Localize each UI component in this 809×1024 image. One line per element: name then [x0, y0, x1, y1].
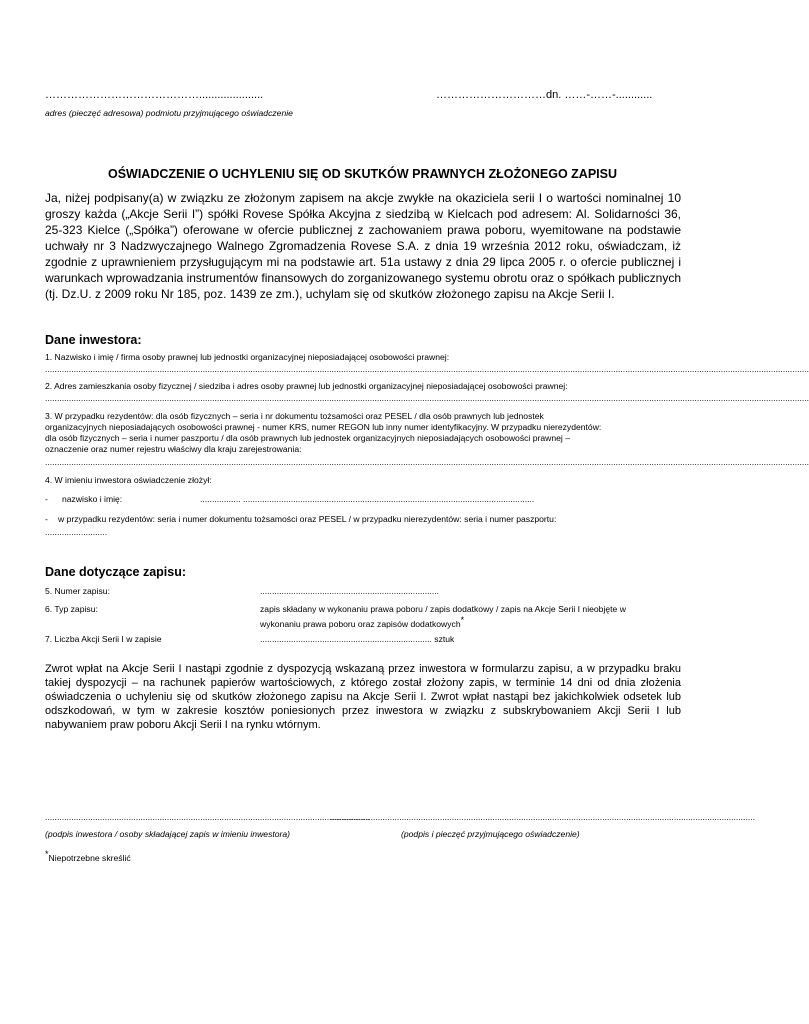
subscription-type-label: 6. Typ zapisu:: [45, 604, 98, 614]
footnote: [45, 849, 131, 864]
investor-field-id-blank[interactable]: ................................................................................................................................................................................................................................................................................................................................: [45, 457, 809, 467]
receiver-signature-caption: (podpis i pieczęć przyjmującego oświadczenie): [401, 829, 580, 839]
subscription-section-heading: Dane dotyczące zapisu:: [45, 565, 187, 579]
subscription-type-options-text: wykonaniu prawa poboru oraz zapisów dodatkowych: [260, 618, 461, 629]
representative-id-blank[interactable]: ..........................: [45, 527, 108, 537]
representative-name-blank[interactable]: ................. ..........................................................................................................................: [200, 494, 535, 504]
subscription-type-options-line1[interactable]: zapis składany w wykonaniu prawa poboru / zapis dodatkowy / zapis na Akcje Serii I nieobjęte w: [260, 604, 626, 614]
footnote-asterisk: *: [45, 849, 49, 859]
representative-id-dash: -: [45, 514, 48, 524]
footnote-asterisk-marker: *: [460, 615, 465, 625]
investor-field-id-label-line4: oznaczenie oraz numer rejestru właściwy dla kraju zarejestrowania:: [45, 444, 302, 454]
investor-field-name-blank[interactable]: ................................................................................................................................................................................................................................................................................................................................: [45, 364, 809, 374]
subscription-number-blank[interactable]: ...........................................................................: [260, 586, 440, 596]
investor-field-name-label: 1. Nazwisko i imię / firma osoby prawnej lub jednostki organizacyjnej nieposiadającej osobowości prawnej:: [45, 352, 450, 362]
intro-paragraph: Ja, niżej podpisany(a) w związku ze złożonym zapisem na akcje zwykłe na okaziciela serii I o wartości nominalnej 10 groszy każda („Akcje Serii I”) spółki Rovese Spółka Akcyjna z siedzibą w Kielcach pod adresem: Al. Solidarności 36, 25-323 Kielce („Spółka”) oferowane w ofercie publicznej z zachowaniem prawa poboru, wyemitowane na podstawie uchwały nr 3 Nadzwyczajnego Walnego Zgromadzenia Rovese S.A. z dnia 19 września 2012 roku, oświadczam, iż zgodnie z uprawnieniem przysługującym mi na podstawie art. 51a ustawy z dnia 29 lipca 2005 r. o ofercie publicznej i warunkach wprowadzania instrumentów finansowych do zorganizowanego systemu obrotu oraz o spółkach publicznych (tj. Dz.U. z 2009 roku Nr 185, poz. 1439 ze zm.), uchylam się od skutków złożonego zapisu na Akcje Serii I.: [45, 191, 681, 301]
representative-heading: 4. W imieniu inwestora oświadczenie złożył:: [45, 475, 212, 485]
date-line: …………………………dn. ……-……-............: [436, 89, 653, 101]
receiver-signature-line[interactable]: ..................................................................................................................................................................................: [330, 812, 755, 822]
representative-id-label: w przypadku rezydentów: seria i numer dokumentu tożsamości oraz PESEL / w przypadku nierezydentów: seria i numer paszportu:: [58, 514, 557, 524]
document-title: OŚWIADCZENIE O UCHYLENIU SIĘ OD SKUTKÓW PRAWNYCH ZŁOŻONEGO ZAPISU: [107, 167, 618, 181]
representative-name-dash: -: [45, 494, 48, 504]
representative-name-label: nazwisko i imię:: [62, 494, 123, 504]
investor-field-id-label-line1: 3. W przypadku rezydentów: dla osób fizycznych – seria i nr dokumentu tożsamości oraz PESEL / dla osób prawnych lub jednostek: [45, 411, 544, 421]
address-caption: adres (pieczęć adresowa) podmiotu przyjmującego oświadczenie: [45, 108, 293, 118]
investor-field-address-label: 2. Adres zamieszkania osoby fizycznej / siedziba i adres osoby prawnej lub jednostki organizacyjnej nieposiadającej osobowości prawnej:: [45, 381, 568, 391]
subscription-type-options-line2[interactable]: [260, 615, 464, 630]
investor-signature-line[interactable]: ........................................................................................................................................: [45, 812, 370, 822]
address-dotted-line: …………………………………….....................: [45, 89, 264, 101]
footnote-text: Niepotrzebne skreślić: [48, 852, 131, 863]
investor-field-id-label-line3: dla osób fizycznych – seria i numer paszportu / dla osób prawnych lub jednostek organizacyjnych nieposiadających osobowości prawnej –: [45, 433, 570, 443]
investor-signature-caption: (podpis inwestora / osoby składającej zapis w imieniu inwestora): [45, 829, 291, 839]
share-count-label: 7. Liczba Akcji Serii I w zapisie: [45, 634, 162, 644]
investor-section-heading: Dane inwestora:: [45, 333, 142, 347]
share-count-blank[interactable]: ........................................................................ sztuk: [260, 634, 455, 644]
subscription-number-label: 5. Numer zapisu:: [45, 586, 110, 596]
investor-field-id-label-line2: organizacyjnych nieposiadających osobowości prawnej - numer KRS, numer REGON lub inny numer identyfikacyjny. W przypadku nierezydentów:: [45, 422, 602, 432]
investor-field-address-blank[interactable]: ................................................................................................................................................................................................................................................................................................................................: [45, 393, 809, 403]
refund-paragraph: Zwrot wpłat na Akcje Serii I nastąpi zgodnie z dyspozycją wskazaną przez inwestora w formularzu zapisu, a w przypadku braku takiej dyspozycji – na rachunek papierów wartościowych, z którego został złożony zapis, w terminie 14 dni od dnia złożenia oświadczenia o uchyleniu się od skutków złożonego zapisu na Akcje Serii I. Zwrot wpłat nastąpi bez jakichkolwiek odsetek lub odszkodowań, w tym w zakresie kosztów poniesionych przez inwestora w związku z subskrybowaniem Akcji Serii I lub nabywaniem praw poboru Akcji Serii I na rynku wtórnym.: [45, 663, 681, 731]
